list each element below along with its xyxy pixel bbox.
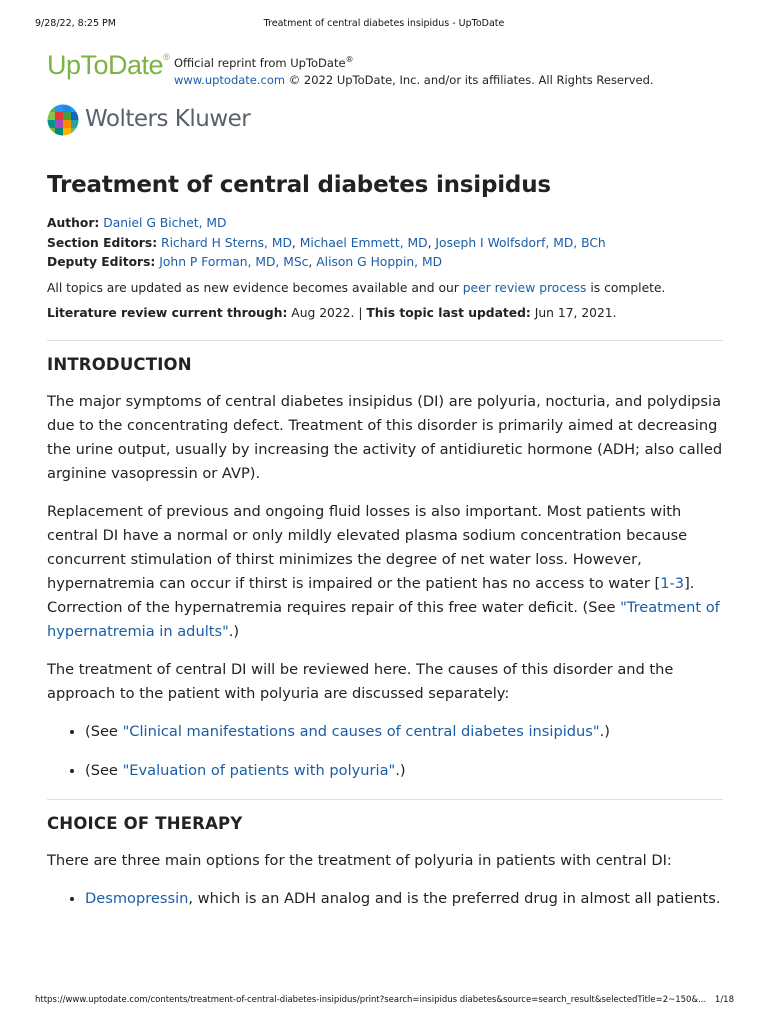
print-date: 9/28/22, 8:25 PM xyxy=(35,18,116,29)
author-link[interactable]: Daniel G Bichet, MD xyxy=(103,216,227,230)
wk-name: Wolters Kluwer xyxy=(85,106,251,132)
uptodate-logo[interactable]: UpToDate® xyxy=(47,50,170,80)
intro-paragraph-1: The major symptoms of central diabetes insipidus (DI) are polyuria, nocturia, and polydipsia due to the concentrating defect. Treatment of this disorder is primarily aimed at decreasing the urine output, usually by increasing the activity of antidiuretic hormone (ADH; also called arginine vasopressin or AVP). xyxy=(47,392,723,482)
introduction-heading: INTRODUCTION xyxy=(47,354,192,374)
print-title: Treatment of central diabetes insipidus - UpToDate xyxy=(263,18,505,29)
list-item: • Desmopressin, which is an ADH analog and is the preferred drug in almost all patients. xyxy=(85,887,723,911)
list-item: • (See "Clinical manifestations and causes of central diabetes insipidus".) xyxy=(85,720,723,744)
article-meta xyxy=(47,214,723,324)
see-also-list xyxy=(47,720,723,783)
reprint-line: Official reprint from UpToDate xyxy=(174,55,346,70)
section-editor-link[interactable]: Joseph I Wolfsdorf, MD, BCh xyxy=(435,235,606,250)
section-editor-link[interactable]: Richard H Sterns, MD xyxy=(161,235,292,250)
copyright: © 2022 UpToDate, Inc. and/or its affiliates. All Rights Reserved. xyxy=(285,72,654,87)
section-editor-link[interactable]: Michael Emmett, MD xyxy=(299,235,428,250)
print-url: https://www.uptodate.com/contents/treatment-of-central-diabetes-insipidus/print?search=insipidus diabetes&source=search_result&selectedTitle=2~150&... xyxy=(35,995,707,1005)
intro-paragraph-2: Replacement of previous and ongoing fluid losses is also important. Most patients with central DI have a normal or only mildly elevated plasma sodium concentration because concurrent stimulation of thirst minimizes the degree of net water loss. However, hypernatremia can occur if thirst is impaired or the patient has no access to water [1-3]. Correction of the hypernatremia requires repair of this free water deficit. (See "Treatment of hypernatremia in adults".) xyxy=(47,502,720,640)
author-line: Author: Daniel G Bichet, MD xyxy=(47,216,227,230)
section-divider xyxy=(47,799,723,800)
therapy-options-list xyxy=(47,887,723,911)
review-dates: Literature review current through: Aug 2022. | This topic last updated: Jun 17, 2021. xyxy=(47,306,617,320)
page-number: 1/18 xyxy=(714,995,734,1005)
update-note: All topics are updated as new evidence becomes available and our peer review process is complete. xyxy=(47,280,666,295)
article-content xyxy=(47,168,723,926)
deputy-editor-link[interactable]: Alison G Hoppin, MD xyxy=(316,255,443,269)
desmopressin-link[interactable]: Desmopressin xyxy=(85,889,189,907)
section-divider xyxy=(47,340,723,341)
hypernatremia-link[interactable]: "Treatment of hypernatremia in adults" xyxy=(47,598,720,640)
reference-link[interactable]: 1-3 xyxy=(660,574,685,592)
site-link[interactable]: www.uptodate.com xyxy=(174,72,286,87)
central-di-causes-link[interactable]: "Clinical manifestations and causes of central diabetes insipidus" xyxy=(122,722,600,740)
wolters-kluwer-logo xyxy=(47,104,251,136)
wk-mosaic-icon xyxy=(47,104,79,136)
peer-review-link[interactable]: peer review process xyxy=(462,280,587,295)
list-item: • (See "Evaluation of patients with polyuria".) xyxy=(85,759,723,783)
choice-heading: CHOICE OF THERAPY xyxy=(47,813,243,833)
deputy-editor-link[interactable]: John P Forman, MD, MSc xyxy=(159,255,309,269)
polyuria-evaluation-link[interactable]: "Evaluation of patients with polyuria" xyxy=(122,761,396,779)
choice-paragraph: There are three main options for the treatment of polyuria in patients with central DI: xyxy=(47,851,672,869)
print-header xyxy=(0,18,768,32)
reprint-notice: Official reprint from UpToDate® www.uptodate.com © 2022 UpToDate, Inc. and/or its affiliates. All Rights Reserved. xyxy=(174,55,654,87)
article-title: Treatment of central diabetes insipidus xyxy=(47,172,551,198)
section-editors-line: Section Editors: Richard H Sterns, MD, Michael Emmett, MD, Joseph I Wolfsdorf, MD, BCh xyxy=(47,235,606,250)
intro-paragraph-3: The treatment of central DI will be reviewed here. The causes of this disorder and the approach to the patient with polyuria are discussed separately: xyxy=(47,660,674,702)
deputy-editors-line: Deputy Editors: John P Forman, MD, MSc, Alison G Hoppin, MD xyxy=(47,255,443,269)
